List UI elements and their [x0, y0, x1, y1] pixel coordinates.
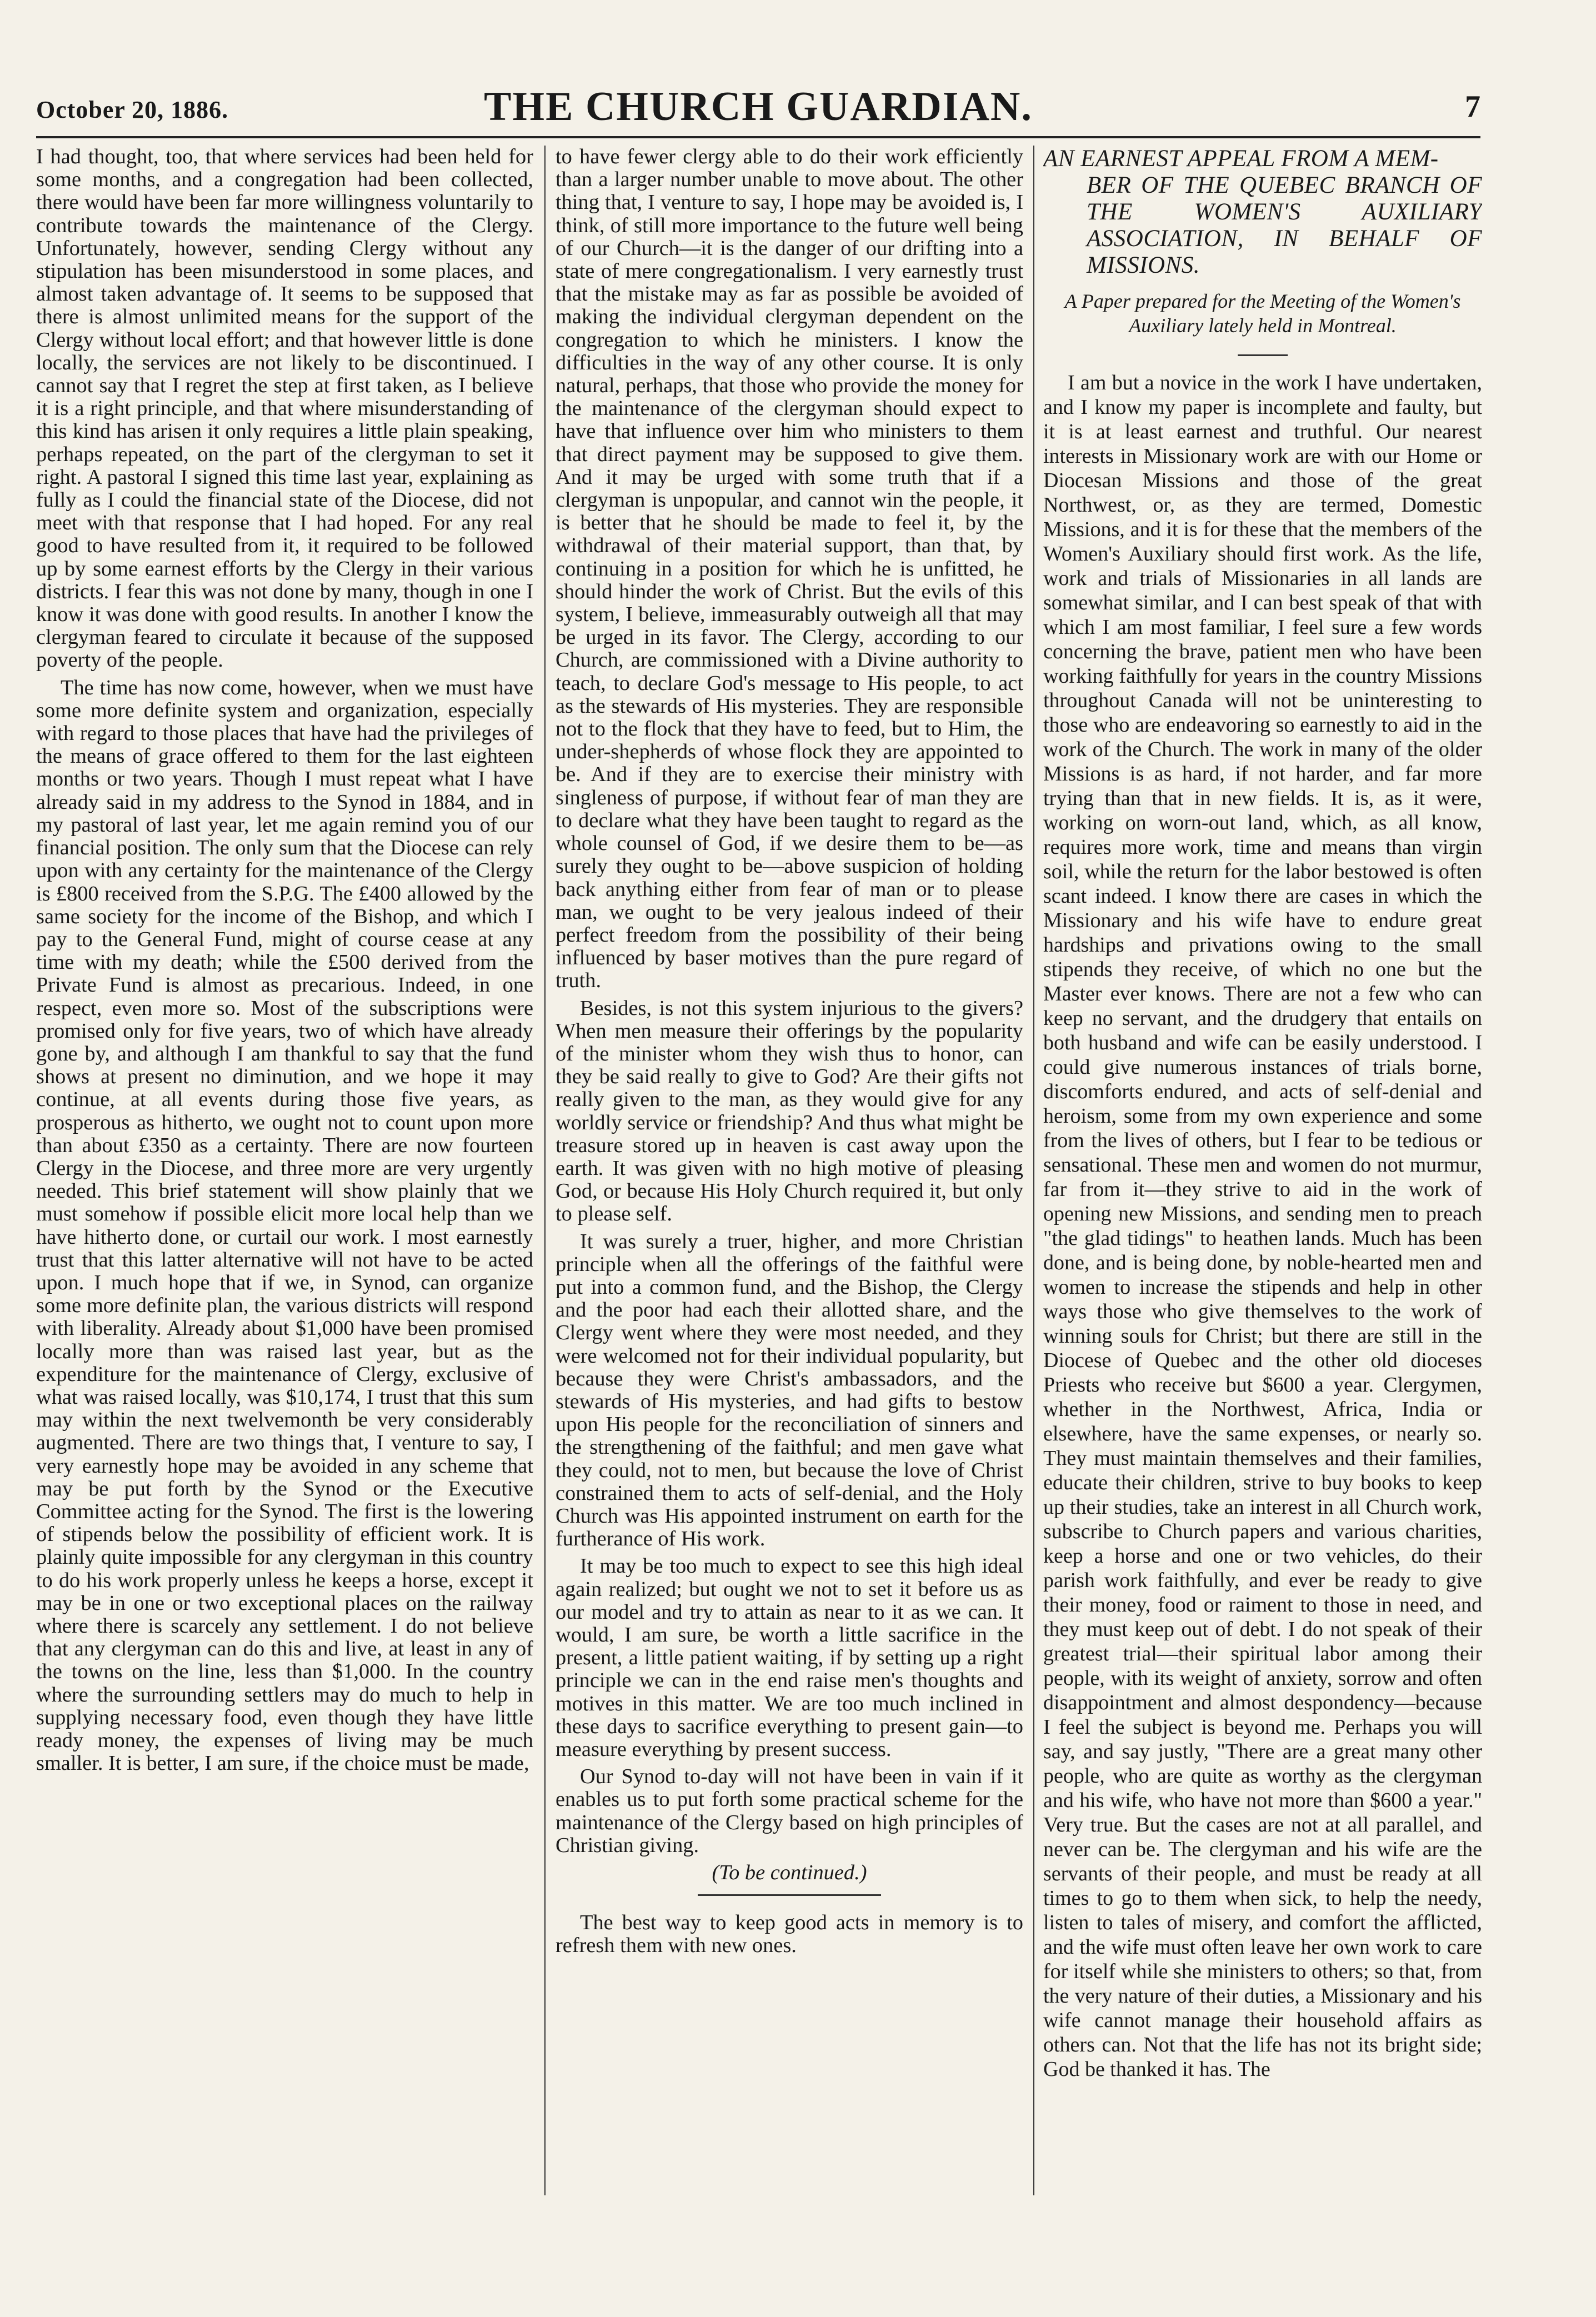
- paragraph: It was surely a truer, higher, and more Christian principle when all the offerings of the faithful were put into a common fund, and the Bishop, the Clergy and the poor had each their allotted share, and the Clergy went where they were most needed, and they were welcomed not for their individual popularity, but because they were Christ's ambassadors, and the stewards of His mysteries, and had gifts to bestow upon His people for the reconciliation of sinners and the strengthening of the faithful; and men gave what they could, not to men, but because the love of Christ constrained them to acts of self-denial, and the Holy Church was His appointed instrument on earth for the furtherance of His work.: [556, 1229, 1023, 1551]
- paragraph: It may be too much to expect to see this high ideal again realized; but ought we not to set it before us as our model and try to attain as near to it as we can. It would, I am sure, be worth a little sacrifice in the present, a little patient waiting, if by setting up a right principle we can in the end raise men's thoughts and motives in this matter. We are too much inclined in these days to sacrifice everything to present gain—to measure everything by present success.: [556, 1554, 1023, 1761]
- paragraph: I am but a novice in the work I have undertaken, and I know my paper is incomplete and faulty, but it is at least earnest and truthful. Our nearest interests in Missionary work are with our Home or Diocesan Missions and those of the great Northwest, or, as they are termed, Domestic Missions, and it is for these that the members of the Women's Auxiliary should first work. As the life, work and trials of Missionaries in all lands are somewhat similar, and I can best speak of that with which I am most familiar, I feel sure a few words concerning the brave, patient men who have been working faithfully for years in the country Missions throughout Canada will not be uninteresting to those who are endeavoring so earnestly to aid in the work of the Church. The work in many of the older Missions is as hard, if not harder, and far more trying than that in new fields. It is, as it were, working on worn-out land, which, as all know, requires more work, time and means than virgin soil, while the return for the labor bestowed is often scant indeed. I know there are cases in which the Missionary and his wife have to endure great hardships and privations owing to the small stipends they receive, of which no one but the Master ever knows. There are not a few who can keep no servant, and the drudgery that entails on both husband and wife can be easily understood. I could give numerous instances of trials borne, discomforts endured, and acts of self-denial and heroism, some from my own experience and some from the lives of others, but I fear to be tedious or sensational. These men and women do not murmur, far from it—they strive to aid in the work of opening new Missions, and sending men to preach "the glad tidings" to heathen lands. Much has been done, and is being done, by noble-hearted men and women to increase the stipends and help in other ways those who give themselves to the work of winning souls for Christ; but there are still in the Diocese of Quebec and the other old dioceses Priests who receive but $600 a year. Clergymen, whether in the Northwest, Africa, India or elsewhere, have the same expenses, or nearly so. They must maintain themselves and their families, educate their children, strive to buy books to keep up their studies, take an interest in all Church work, subscribe to Church papers and various charities, keep a horse and one or two vehicles, do their parish work faithfully, and ever be ready to give their money, food or raiment to those in need, and they must keep out of debt. I do not speak of their greatest trial—their spiritual labor among their people, with its weight of anxiety, sorrow and often disappointment and almost despondency—because I feel the subject is beyond me. Perhaps you will say, and say justly, "There are a great many other people, who are quite as worthy as the clergyman and his wife, who have not more than $600 a year." Very true. But the cases are not at all parallel, and never can be. The clergyman and his wife are the servants of their people, and must be ready at all times to go to them when sick, to help the needy, listen to tales of misery, and comfort the afflicted, and the wife must often leave her own work to care for itself while she ministers to others; so that, from the very nature of their duties, a Missionary and his wife cannot manage their household affairs as others can. Not that the life has not its bright side; God be thanked it has. The: [1043, 371, 1482, 2081]
- column-divider: [1033, 146, 1034, 2195]
- to-be-continued-note: (To be continued.): [712, 1861, 867, 1885]
- title-rule: [1238, 354, 1288, 356]
- masthead: [36, 83, 1480, 138]
- column-1: [36, 146, 533, 2312]
- paragraph: Our Synod to-day will not have been in vain if it enables us to put forth some practical scheme for the maintenance of the Clergy based on high principles of Christian giving.: [556, 1765, 1023, 1857]
- column-divider: [544, 146, 546, 2195]
- paragraph: The time has now come, however, when we must have some more definite system and organization, especially with regard to those places that have had the privileges of the means of grace offered to them for the last eighteen months or two years. Though I must repeat what I have already said in my address to the Synod in 1884, and in my pastoral of last year, let me again remind you of our financial position. The only sum that the Diocese can rely upon with any certainty for the maintenance of the Clergy is £800 received from the S.P.G. The £400 allowed by the same society for the income of the Bishop, and which I pay to the General Fund, might of course cease at any time with my death; while the £500 derived from the Private Fund is almost as precarious. Indeed, in one respect, even more so. Most of the subscriptions were promised only for five years, two of which have already gone by, and although I am thankful to say that the fund shows at present no diminution, and we hope it may continue, at all events during those five years, as prosperous as hitherto, we ought not to count upon more than about £350 as a certainty. There are now fourteen Clergy in the Diocese, and three more are very urgently needed. This brief statement will show plainly that we must somehow if possible elicit more local help than we have hitherto done, or curtail our work. I most earnestly trust that this latter alternative will not have to be acted upon. I much hope that if we, in Synod, can organize some more definite plan, the various districts will respond with liberality. Already about $1,000 have been promised locally more than was raised last year, but as the expenditure for the maintenance of Clergy, exclusive of what was raised locally, was $10,174, I trust that this sum may within the next twelvemonth be very considerably augmented. There are two things that, I venture to say, I very earnestly hope may be avoided in any scheme that may be put forth by the Synod or the Executive Committee acting for the Synod. The first is the lowering of stipends below the possibility of efficient work. It is plainly quite impossible for any clergyman in this country to do his work properly unless he keeps a horse, except it may be in one or two exceptional places on the railway where there is scarcely any settlement. I do not believe that any clergyman can do this and live, at least in any of the towns on the line, less than $1,000. In the country where the surrounding settlers may do much to help in supplying necessary food, even though they have little ready money, the expenses of living may be much smaller. It is better, I am sure, if the choice must be made,: [36, 675, 533, 1775]
- newspaper-title: THE CHURCH GUARDIAN.: [484, 84, 1033, 129]
- paragraph: Besides, is not this system injurious to the givers? When men measure their offerings by the popularity of the minister whom they wish thus to honor, can they be said really to give to God? Are their gifts not really given to the man, as they would give for any worldly service or friendship? And thus what might be treasure stored up in heaven is cast away upon the earth. It was given with no high motive of pleasing God, or because His Holy Church required it, but only to please self.: [556, 996, 1023, 1226]
- paragraph: to have fewer clergy able to do their work efficiently than a larger number unable to move about. The other thing that, I venture to say, I hope may be avoided is, I think, of still more importance to the future well being of our Church—it is the danger of our drifting into a state of mere congregationalism. I very earnestly trust that the mistake may as far as possible be avoided of making the individual clergyman dependent on the congregation to which he ministers. I know the difficulties in the way of any other course. It is only natural, perhaps, that those who provide the money for the maintenance of the clergyman should expect to have that influence over him who ministers to them that direct payment may be supposed to give them. And it may be urged with some truth that if a clergyman is unpopular, and cannot win the people, it is better that he should be made to feel it, by the withdrawal of their material support, than that, by continuing in a position for which he is unfitted, he should hinder the work of Christ. But the evils of this system, I believe, immeasurably outweigh all that may be urged in its favor. The Clergy, according to our Church, are commissioned with a Divine authority to teach, to declare God's message to His people, to act as the stewards of His mysteries. They are responsible not to the flock that they have to feed, but to Him, the under-shepherds of whose flock they are appointed to be. And if they are to exercise their ministry with singleness of purpose, if without fear of man they are to declare what they have been taught to regard as the whole counsel of God, if we desire them to be—as surely they ought to be—above suspicion of holding back anything either from fear of man or to please man, we ought to be very jealous indeed of their perfect freedom from the possibility of their being influenced by baser motives than the pure regard of truth.: [556, 146, 1023, 993]
- article-title: [1043, 146, 1482, 279]
- column-2: [556, 146, 1023, 2312]
- article-subtitle: A Paper prepared for the Meeting of the Women's Auxiliary lately held in Montreal.: [1064, 290, 1461, 337]
- issue-date: October 20, 1886.: [36, 96, 229, 123]
- filler-paragraph: The best way to keep good acts in memory is to refresh them with new ones.: [556, 1911, 1023, 1958]
- paragraph: I had thought, too, that where services had been held for some months, and a congregation had been collected, there would have been far more willingness voluntarily to contribute towards the maintenance of the Clergy. Unfortunately, however, sending Clergy without any stipulation has been misunderstood in some places, and almost taken advantage of. It seems to be supposed that there is almost unlimited means for the support of the Clergy without local effort; and that however little is done locally, the services are not likely to be discontinued. I cannot say that I regret the step at first taken, as I believe it is a right principle, and that where misunderstanding of this kind has arisen it only requires a little plain speaking, perhaps repeated, on the part of the clergyman to set it right. A pastoral I signed this time last year, explaining as fully as I could the financial state of the Diocese, did not meet with that response that I had hoped. For any real good to have resulted from it, it required to be followed up by some earnest efforts by the Clergy in their various districts. I fear this was not done by many, though in one I know it was done with good results. In another I know the clergyman feared to circulate it because of the supposed poverty of the people.: [36, 146, 533, 672]
- section-divider: [698, 1894, 881, 1896]
- article-title-line-1: AN EARNEST APPEAL FROM A MEM-: [1043, 146, 1439, 172]
- page-number: 7: [1465, 89, 1480, 124]
- column-3: [1043, 146, 1482, 2312]
- article-title-rest: BER OF THE QUEBEC BRANCH OF THE WOMEN'S AUXILIARY ASSOCIATION, IN BEHALF OF MISSIONS.: [1087, 172, 1482, 278]
